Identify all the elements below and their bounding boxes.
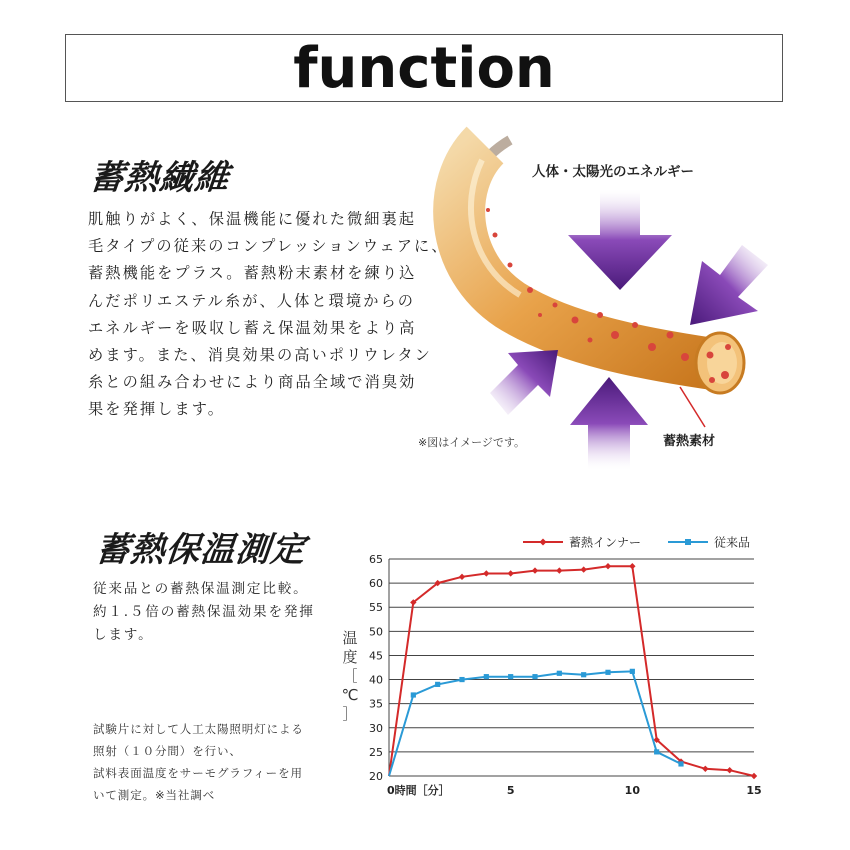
section1-line: んだポリエステル糸が、人体と環境からの xyxy=(88,291,416,310)
data-point xyxy=(483,570,489,576)
arrow-top-icon xyxy=(568,190,672,290)
legend-marker xyxy=(685,539,691,545)
data-point xyxy=(556,567,562,573)
y-tick-label: 40 xyxy=(369,673,383,687)
section2-body xyxy=(93,578,343,647)
section1-line: めます。また、消臭効果の高いポリウレタン xyxy=(88,346,432,365)
title-box xyxy=(65,34,783,102)
y-axis-label-char: ［ xyxy=(342,667,358,685)
illustration-caption: ※図はイメージです。 xyxy=(418,436,526,449)
y-tick-label: 55 xyxy=(369,601,383,615)
data-point xyxy=(654,749,659,754)
temperature-chart xyxy=(330,525,770,810)
section1-body xyxy=(88,206,449,424)
section1-line: 蓄熱機能をプラス。蓄熱粉末素材を練り込 xyxy=(88,264,417,283)
y-tick-label: 25 xyxy=(369,745,383,759)
data-point xyxy=(580,566,586,572)
section2-line: します。 xyxy=(93,627,154,643)
section1-line: 毛タイプの従来のコンプレッションウェアに、 xyxy=(88,237,449,256)
data-point xyxy=(726,767,732,773)
legend-label: 蓄熱インナー xyxy=(569,535,642,550)
x-tick-label: 5 xyxy=(506,784,515,797)
page-title: function xyxy=(293,35,555,101)
material-pointer xyxy=(680,387,705,427)
material-label: 蓄熱素材 xyxy=(663,434,716,449)
y-tick-label: 35 xyxy=(369,697,383,711)
section2-line: 従来品との蓄熱保温測定比較。 xyxy=(93,581,309,597)
arrow-left-icon xyxy=(490,350,558,415)
data-point xyxy=(557,671,562,676)
data-point xyxy=(411,692,416,697)
x-tick-label: 15 xyxy=(746,784,762,797)
x-tick-label: 10 xyxy=(624,784,640,797)
y-tick-label: 30 xyxy=(369,721,383,735)
y-axis-label-char: ］ xyxy=(342,705,358,723)
energy-label: 人体・太陽光のエネルギー xyxy=(532,164,694,180)
series-line xyxy=(389,671,681,776)
section1-heading: 蓄熱繊維 xyxy=(87,158,232,198)
x-tick-label: 0時間［分］ xyxy=(387,784,450,797)
note-line: 試験片に対して人工太陽照明灯による xyxy=(93,722,304,736)
y-axis-label-char: 度 xyxy=(342,648,358,666)
legend-marker xyxy=(540,539,547,546)
data-point xyxy=(532,674,537,679)
test-note xyxy=(93,718,343,806)
note-line: 試料表面温度をサーモグラフィーを用 xyxy=(93,766,303,780)
data-point xyxy=(678,761,683,766)
data-point xyxy=(629,563,635,569)
y-tick-label: 45 xyxy=(369,649,383,663)
section1-line: エネルギーを吸収し蓄え保温効果をより高 xyxy=(88,318,417,337)
note-line: 照射（１０分間）を行い、 xyxy=(93,744,242,758)
y-axis-label-char: 温 xyxy=(342,629,358,647)
series-line xyxy=(389,566,754,776)
section1-line: 肌触りがよく、保温機能に優れた微細裏起 xyxy=(88,210,417,228)
data-point xyxy=(459,677,464,682)
arrow-bottom-icon xyxy=(570,377,648,470)
data-point xyxy=(605,670,610,675)
y-tick-label: 50 xyxy=(369,625,383,639)
section1-line: 糸との組み合わせにより商品全域で消臭効 xyxy=(88,373,417,392)
y-tick-label: 60 xyxy=(369,577,383,591)
data-point xyxy=(630,669,635,674)
data-point xyxy=(702,766,708,772)
note-line: いて測定。※当社調べ xyxy=(93,788,216,802)
data-point xyxy=(532,567,538,573)
data-point xyxy=(751,773,757,779)
data-point xyxy=(581,672,586,677)
section2-heading: 蓄熱保温測定 xyxy=(93,530,308,570)
arrow-right-icon xyxy=(690,245,768,325)
data-point xyxy=(435,682,440,687)
data-point xyxy=(459,574,465,580)
data-point xyxy=(507,570,513,576)
data-point xyxy=(484,674,489,679)
legend-label: 従来品 xyxy=(714,535,751,550)
data-point xyxy=(508,674,513,679)
data-point xyxy=(605,563,611,569)
y-tick-label: 65 xyxy=(369,553,383,566)
section2-line: 約１.５倍の蓄熱保温効果を発揮 xyxy=(93,604,315,620)
y-axis-label-char: ℃ xyxy=(341,686,359,704)
y-tick-label: 20 xyxy=(369,770,383,783)
section1-line: 果を発揮します。 xyxy=(88,400,226,419)
